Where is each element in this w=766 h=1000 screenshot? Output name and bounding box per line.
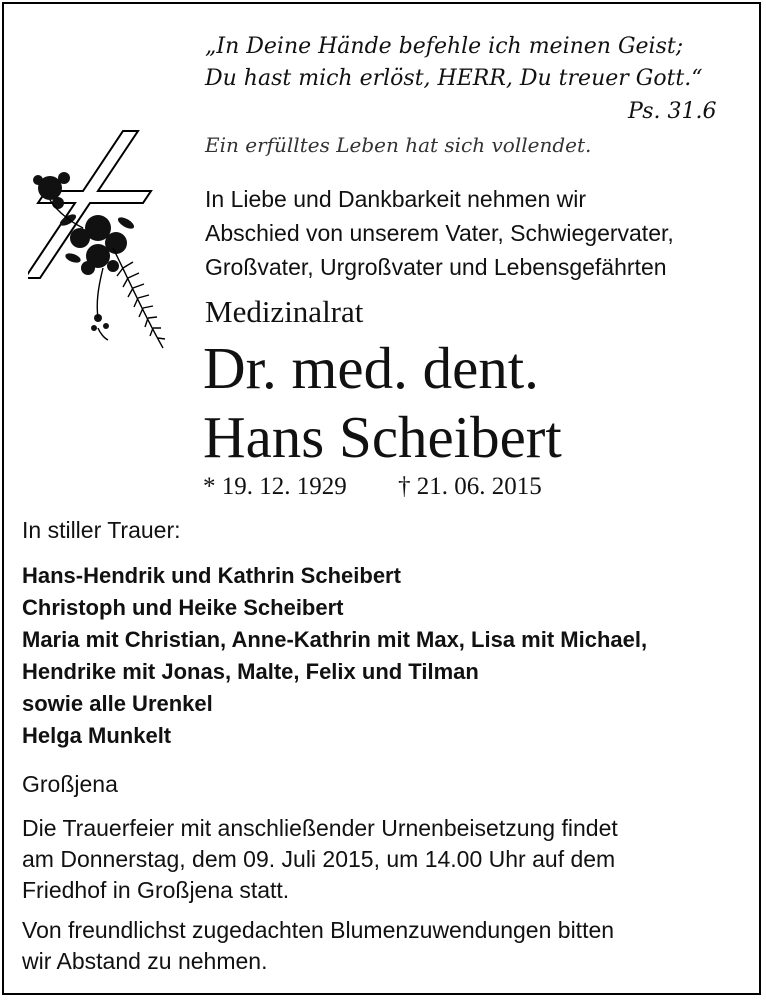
place: Großjena — [22, 771, 118, 797]
motto: Ein erfülltes Leben hat sich vollendet. — [205, 133, 592, 157]
funeral-info-line-2: am Donnerstag, dem 09. Juli 2015, um 14.00 Uhr auf dem — [22, 846, 616, 872]
mourner-line: Christoph und Heike Scheibert — [22, 595, 344, 620]
death-date: † 21. 06. 2015 — [398, 473, 542, 500]
intro-line-3: Großvater, Urgroßvater und Lebensgefährten — [205, 254, 667, 280]
flowers-note-line-1: Von freundlichst zugedachten Blumenzuwendungen bitten — [22, 917, 615, 943]
mourners-heading: In stiller Trauer: — [22, 517, 181, 543]
mourner-line: Hendrike mit Jonas, Malte, Felix und Tilman — [22, 659, 479, 684]
honorific: Medizinalrat — [205, 294, 364, 329]
cross-with-roses-icon — [28, 128, 178, 353]
verse-reference: Ps. 31.6 — [628, 99, 717, 124]
intro-line-1: In Liebe und Dankbarkeit nehmen wir — [205, 186, 587, 212]
verse-line-1: „In Deine Hände befehle ich meinen Geist; — [205, 34, 684, 59]
flowers-note-line-2: wir Abstand zu nehmen. — [22, 948, 268, 974]
mourner-line: Maria mit Christian, Anne-Kathrin mit Max, Lisa mit Michael, — [22, 627, 648, 652]
mourner-line: Helga Munkelt — [22, 723, 172, 748]
mourner-line: Hans-Hendrik und Kathrin Scheibert — [22, 563, 401, 588]
mourner-line: sowie alle Urenkel — [22, 691, 213, 716]
funeral-info-line-3: Friedhof in Großjena statt. — [22, 877, 290, 903]
birth-date: * 19. 12. 1929 — [203, 473, 347, 500]
name-line-1: Dr. med. dent. — [203, 335, 539, 401]
funeral-info-line-1: Die Trauerfeier mit anschließender Urnenbeisetzung findet — [22, 815, 618, 841]
intro-line-2: Abschied von unserem Vater, Schwiegervater, — [205, 220, 674, 246]
verse-line-2: Du hast mich erlöst, HERR, Du treuer Gott.“ — [205, 66, 703, 91]
name-line-2: Hans Scheibert — [203, 404, 562, 470]
